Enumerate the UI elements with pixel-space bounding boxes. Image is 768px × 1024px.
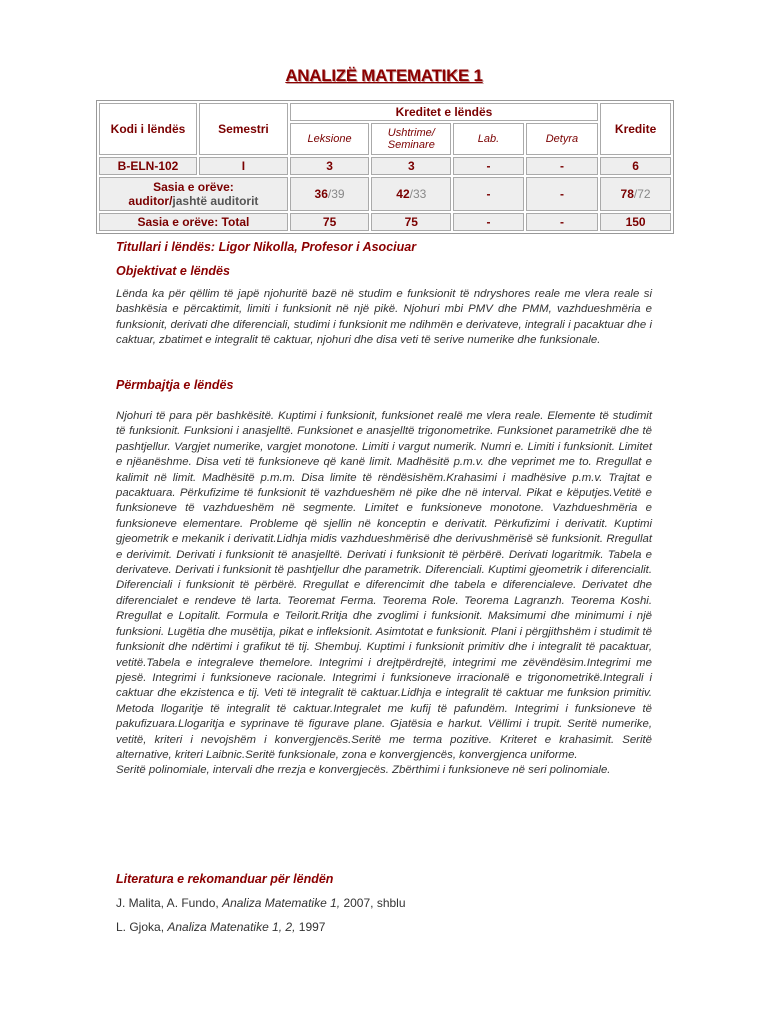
table-row (99, 157, 671, 175)
sasia-label-auditor: auditor/ (128, 194, 173, 208)
header-kredite: Kredite (600, 103, 671, 155)
lit2-book: Analiza Matenatike 1, 2, (167, 920, 296, 934)
cell-total-detyra: - (526, 213, 598, 231)
leksione-auditor: 36 (314, 187, 328, 201)
header-detyra: Detyra (526, 123, 598, 155)
ushtrime-auditor: 42 (396, 187, 410, 201)
cell-sasia-label (99, 177, 288, 211)
cell-lab: - (453, 157, 523, 175)
header-semestri: Semestri (199, 103, 288, 155)
sasia-label-jashte: jashtë auditorit (172, 194, 259, 208)
cell-semestri: I (199, 157, 288, 175)
header-kreditet: Kreditet e lëndës (290, 103, 598, 121)
cell-total-label: Sasia e orëve: Total (99, 213, 288, 231)
cell-total-ushtrime: 75 (371, 213, 451, 231)
literatura-heading: Literatura e rekomanduar për lëndën (116, 872, 334, 886)
table-row (99, 177, 671, 211)
kredite-jashte: /72 (633, 187, 651, 201)
permbajtja-text (116, 409, 652, 779)
cell-lab-hours: - (453, 177, 523, 211)
credits-table (96, 100, 674, 234)
cell-total-kredite: 150 (600, 213, 671, 231)
header-leksione: Leksione (290, 123, 369, 155)
table-row (99, 213, 671, 231)
sasia-label-line1: Sasia e orëve: (153, 180, 234, 194)
kredite-auditor: 78 (620, 187, 634, 201)
header-lab: Lab. (453, 123, 523, 155)
header-ushtrime-line2: Seminare (387, 139, 435, 151)
permbajtja-heading: Përmbajtja e lëndës (116, 378, 234, 392)
header-ushtrime (371, 123, 451, 155)
lit2-rest: 1997 (295, 920, 326, 934)
objektivat-heading: Objektivat e lëndës (116, 264, 230, 278)
literature-item (116, 896, 406, 910)
literature-item (116, 920, 325, 934)
lit1-authors: J. Malita, A. Fundo, (116, 896, 223, 910)
cell-leksione: 3 (290, 157, 369, 175)
cell-kodi: B-ELN-102 (99, 157, 197, 175)
header-kodi: Kodi i lëndës (99, 103, 197, 155)
titullari-heading: Titullari i lëndës: Ligor Nikolla, Profesor i Asociuar (116, 240, 417, 254)
permbajtja-paragraph-1: Njohuri të para për bashkësitë. Kuptimi i funksionit, funksionet realë me vlera reale. Elemente të studimit të funksionit. Funksioni i anasjelltë. Funksionet e anasjelltë trigonometrike. Funksionet parametrikë dhe të pashtjellur. Vargjet numerike, vargjet monotone. Limiti i vargut numerik. Numri e. Limiti i funksionit. Limitet e njëanëshme. Disa veti të funksioneve që kanë limit. Madhësitë p.m.v. dhe veprimet me to. Rregullat e kalimit në limit. Madhësitë p.m.m. Disa limite të rëndësishëm.Krahasimi i madhësive p.m.v. Trajtat e pacaktuara. Përkufizime të funksionit të vazhdueshëm në pike dhe në interval. Pikat e këputjes.Vetitë e funksioneve të vazhdueshëm në segmente. Limitet e funksioneve monotone. Vazhdueshmëria e funksioneve elementare. Probleme që sjellin në konceptin e derivatit. Përkufizimi i derivatit. Kuptimi gjeometrik e mekanik i derivatit.Lidhja midis vazhdueshmërisë dhe derivushmërisë së funksionit. Rregullat e derivimit. Derivati i funksionit të anasjelltë. Derivati i funksionit të përbërë. Derivati logaritmik. Tabela e derivateve. Derivati i funksionit të pashtjellur dhe parametrik. Diferenciali. Kuptimi gjeometrik i diferencialit. Diferenciali i funksionit të përbërë. Rregullat e diferencimit dhe tabela e diferencialeve. Derivatet dhe diferencialet e rendeve të larta. Teoremat Ferma. Teorema Role. Teorema Lagranzh. Teorema Koshi. Rregullat e Lopitalit. Formula e Teilorit.Rritja dhe zvoglimi i funksionit. Maksimumi dhe minimumi i një funksioni. Lugëtia dhe musëtija, pikat e infleksionit. Asimtotat e funksionit. Plani i përgjithshëm i studimit të funksionit dhe ndërtimi i grafikut të tij. Shembuj. Kuptimi i funksionit primitiv dhe i integralit të pacaktuar, vetitë.Tabela e integraleve themelore. Integrimi i drejtpërdrejtë, integrimi me zëvëndësim.Integrimi me pjesë. Integrimi i funksioneve racionale. Integrimi i funksioneve irracionalë e trigonometrikë.Integrali i caktuar dhe ekzistenca e tij. Veti të integralit të caktuar.Lidhja e integralit të caktuar me funksion primitiv. Metoda llogaritje të integralit të caktuar.Integralet me kufij të pafundëm. Integrimi i funksioneve të pakufizuara.Llogaritja e syprinave të figurave plane. Gjatësia e harkut. Vëllimi i trupit. Seritë numerike, vetitë, kriteri i nevojshëm i konvergjencës.Seritë me terma pozitive. Kriteret e krahasimit. Seritë alternative, kriteri Laibnic.Seritë funksionale, zona e konvergjencës, konvergjenca uniforme. (116, 410, 652, 761)
leksione-jashte: /39 (327, 187, 345, 201)
cell-detyra-hours: - (526, 177, 598, 211)
cell-kredite-hours (600, 177, 671, 211)
permbajtja-paragraph-2: Seritë polinomiale, intervali dhe rrezja e konvergjecës. Zbërthimi i funksioneve në seri polinomiale. (116, 764, 611, 777)
lit2-authors: L. Gjoka, (116, 920, 168, 934)
cell-ushtrime: 3 (371, 157, 451, 175)
cell-total-lab: - (453, 213, 523, 231)
cell-detyra: - (526, 157, 598, 175)
objektivat-text (116, 287, 652, 349)
lit1-book: Analiza Matematike 1, (222, 896, 341, 910)
page-title: ANALIZË MATEMATIKE 1 (285, 66, 483, 85)
objektivat-paragraph: Lënda ka për qëllim të japë njohuritë bazë në studim e funksionit të ndryshores reale me vlera reale si bashkësia e përcaktimit, limiti i funksionit në një pikë. Njohuri mbi PMV dhe PMM, vazhdueshmëria e funksionit, derivati dhe diferenciali, studimi i funksionit me ndihmën e derivateve, integrali i pacaktuar dhe i caktuar, zbatimet e integralit të caktuar, njohuri dhe disa veti të serive numerike dhe funksionale. (116, 288, 652, 347)
cell-ushtrime-hours (371, 177, 451, 211)
header-ushtrime-line1: Ushtrime/ (387, 127, 435, 139)
cell-total-leksione: 75 (290, 213, 369, 231)
cell-kredite: 6 (600, 157, 671, 175)
lit1-rest: 2007, shblu (340, 896, 406, 910)
cell-leksione-hours (290, 177, 369, 211)
ushtrime-jashte: /33 (409, 187, 427, 201)
